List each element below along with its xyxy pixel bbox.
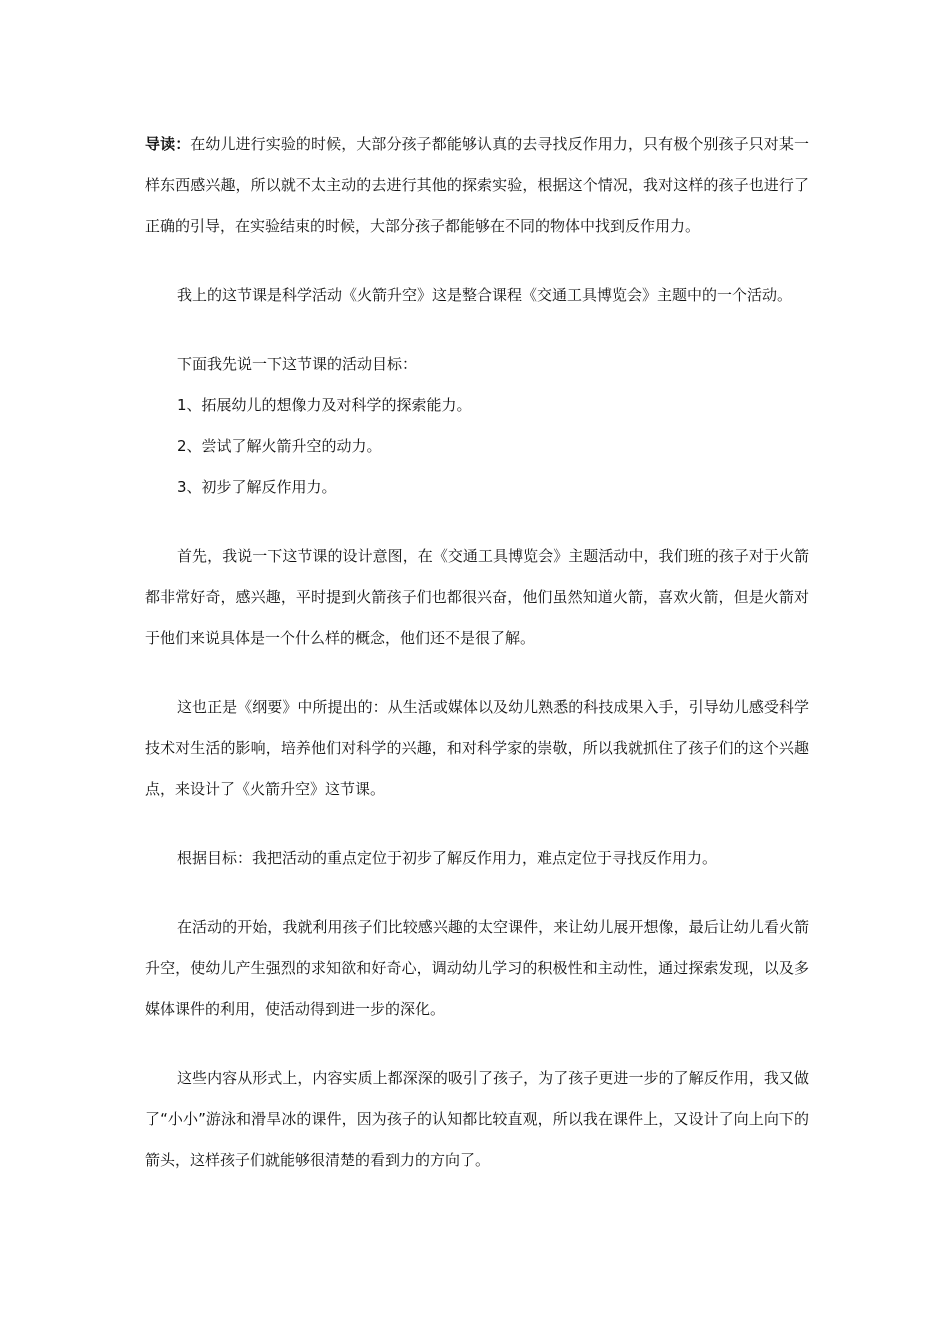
document-body (145, 124, 809, 1181)
paragraph-course-intro: 我上的这节课是科学活动《火箭升空》这是整合课程《交通工具博览会》主题中的一个活动。 (177, 286, 793, 304)
intro-colon: ： (175, 135, 191, 153)
paragraph-activity-start: 在活动的开始，我就利用孩子们比较感兴趣的太空课件，来让幼儿展开想像，最后让幼儿看火箭升空，使幼儿产生强烈的求知欲和好奇心，调动幼儿学习的积极性和主动性，通过探索发现，以及多媒体课件的利用，使活动得到进一步的深化。 (145, 918, 809, 1018)
goal-item-3: 3、初步了解反作用力。 (177, 478, 337, 496)
intro-paragraph (145, 124, 809, 247)
goal-item-1: 1、拓展幼儿的想像力及对科学的探索能力。 (177, 396, 472, 414)
paragraph-goals-heading: 下面我先说一下这节课的活动目标： (177, 355, 418, 373)
intro-label: 导读 (145, 135, 176, 153)
intro-text: 在幼儿进行实验的时候，大部分孩子都能够认真的去寻找反作用力，只有极个别孩子只对某一样东西感兴趣，所以就不太主动的去进行其他的探索实验，根据这个情况，我对这样的孩子也进行了正确的引导，在实验结束的时候，大部分孩子都能够在不同的物体中找到反作用力。 (145, 135, 809, 235)
paragraph-design-intent: 首先，我说一下这节课的设计意图，在《交通工具博览会》主题活动中，我们班的孩子对于火箭都非常好奇，感兴趣，平时提到火箭孩子们也都很兴奋，他们虽然知道火箭，喜欢火箭，但是火箭对于他们来说具体是一个什么样的概念，他们还不是很了解。 (145, 547, 809, 647)
paragraph-courseware: 这些内容从形式上，内容实质上都深深的吸引了孩子，为了孩子更进一步的了解反作用，我又做了“小小”游泳和滑旱冰的课件，因为孩子的认知都比较直观，所以我在课件上，又设计了向上向下的箭头，这样孩子们就能够很清楚的看到力的方向了。 (145, 1069, 809, 1169)
paragraph-key-points: 根据目标：我把活动的重点定位于初步了解反作用力，难点定位于寻找反作用力。 (177, 849, 718, 867)
goal-item-2: 2、尝试了解火箭升空的动力。 (177, 437, 382, 455)
paragraph-guideline: 这也正是《纲要》中所提出的：从生活或媒体以及幼儿熟悉的科技成果入手，引导幼儿感受科学技术对生活的影响，培养他们对科学的兴趣，和对科学家的崇敬，所以我就抓住了孩子们的这个兴趣点，来设计了《火箭升空》这节课。 (145, 698, 809, 798)
